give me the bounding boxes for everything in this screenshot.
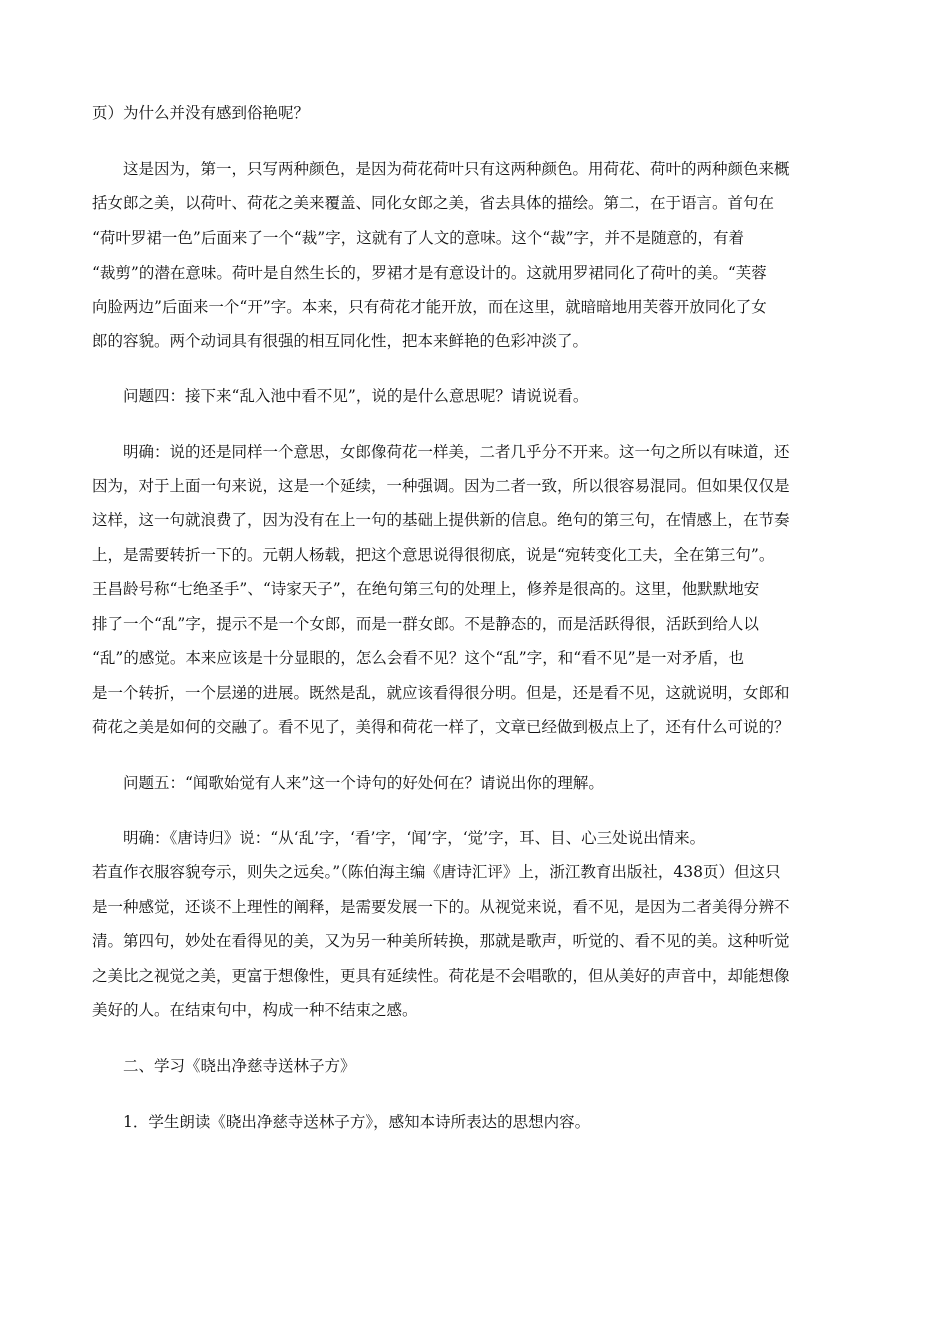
text-line: 问题四：接下来“乱入池中看不见”，说的是什么意思呢？请说说看。 [92, 387, 589, 405]
text-line: 明确：《唐诗归》说：“从‘乱’字，‘看’字，‘闻’字，‘觉’字，耳、目、心三处说出情来。 [92, 829, 706, 847]
text-line: 因为，对于上面一句来说，这是一个延续，一种强调。因为二者一致，所以很容易混同。但如果仅仅是 [92, 477, 790, 495]
text-line: 之美比之视觉之美，更富于想像性，更具有延续性。荷花是不会唱歌的，但从美好的声音中，却能想像 [92, 967, 790, 985]
text-line: 荷花之美是如何的交融了。看不见了，美得和荷花一样了，文章已经做到极点上了，还有什么可说的？ [92, 718, 790, 736]
text-line: 是一个转折，一个层递的进展。既然是乱，就应该看得很分明。但是，还是看不见，这就说明，女郎和 [92, 684, 790, 702]
text-line: 括女郎之美，以荷叶、荷花之美来覆盖、同化女郎之美，省去具体的描绘。第二，在于语言。首句在 [92, 194, 775, 212]
text-line: 1．学生朗读《晓出净慈寺送林子方》，感知本诗所表达的思想内容。 [92, 1113, 591, 1131]
text-line: “乱”的感觉。本来应该是十分显眼的，怎么会看不见？这个“乱”字，和“看不见”是一对矛盾，也 [92, 649, 745, 667]
text-line: “裁剪”的潜在意味。荷叶是自然生长的，罗裙才是有意设计的。这就用罗裙同化了荷叶的美。“芙蓉 [92, 264, 767, 282]
text-line: 页）为什么并没有感到俗艳呢？ [92, 104, 310, 122]
section-heading: 二、学习《晓出净慈寺送林子方》 [92, 1057, 356, 1075]
text-line: 清。第四句，妙处在看得见的美，又为另一种美所转换，那就是歌声，听觉的、看不见的美。这种听觉 [92, 932, 790, 950]
text-line: 上，是需要转折一下的。元朝人杨载，把这个意思说得很彻底，说是“宛转变化工夫，全在第三句”。 [92, 546, 775, 564]
text-line: 美好的人。在结束句中，构成一种不结束之感。 [92, 1001, 418, 1019]
text-line: 是一种感觉，还谈不上理性的阐释，是需要发展一下的。从视觉来说，看不见，是因为二者美得分辨不 [92, 898, 790, 916]
text-line: 这样，这一句就浪费了，因为没有在上一句的基础上提供新的信息。绝句的第三句，在情感上，在节奏 [92, 511, 790, 529]
text-line: 排了一个“乱”字，提示不是一个女郎，而是一群女郎。不是静态的，而是活跃得很，活跃到给人以 [92, 615, 759, 633]
text-line: “荷叶罗裙一色”后面来了一个“裁”字，这就有了人文的意味。这个“裁”字，并不是随意的，有着 [92, 229, 745, 247]
text-line: 向脸两边”后面来一个“开”字。本来，只有荷花才能开放，而在这里，就暗暗地用芙蓉开放同化了女 [92, 298, 767, 316]
text-line: 若直作衣服容貌夸示，则失之远矣。”（陈伯海主编《唐诗汇评》上，浙江教育出版社，438页）但这只 [92, 863, 781, 881]
text-line: 问题五：“闻歌始觉有人来”这一个诗句的好处何在？请说出你的理解。 [92, 774, 604, 792]
text-line: 明确：说的还是同样一个意思，女郎像荷花一样美，二者几乎分不开来。这一句之所以有味道，还 [92, 443, 790, 461]
text-line: 王昌龄号称“七绝圣手”、“诗家天子”，在绝句第三句的处理上，修养是很高的。这里，他默默地安 [92, 580, 760, 598]
text-line: 郎的容貌。两个动词具有很强的相互同化性，把本来鲜艳的色彩冲淡了。 [92, 332, 589, 350]
text-line: 这是因为，第一，只写两种颜色，是因为荷花荷叶只有这两种颜色。用荷花、荷叶的两种颜色来概 [92, 160, 790, 178]
